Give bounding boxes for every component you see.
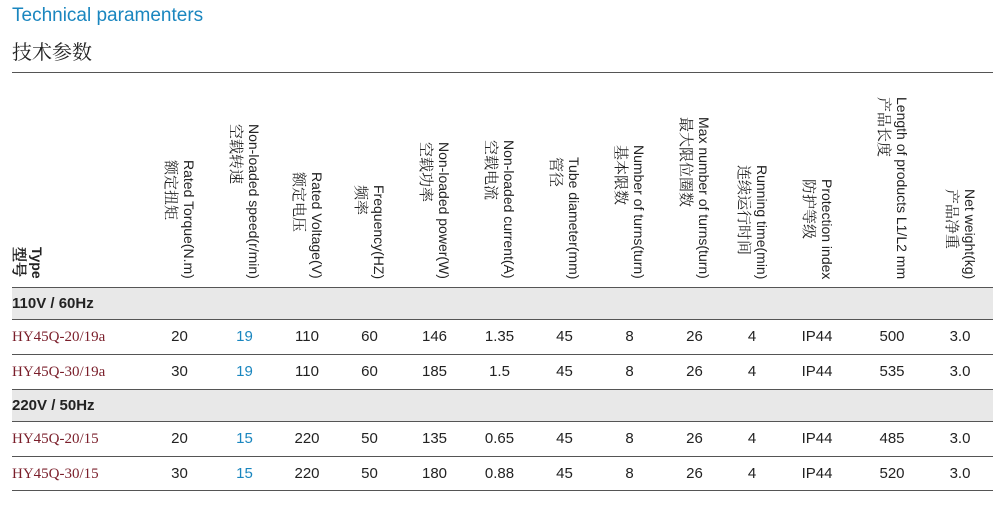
cell-frequency: 60: [361, 363, 378, 380]
header-label-en: Rated Voltage(V): [308, 172, 325, 279]
header-label-protection-index: [801, 179, 834, 279]
header-label-en: Non-loaded current(A): [501, 140, 517, 279]
cell-rated-torque: 30: [171, 465, 188, 482]
header-col-non-loaded-power: [402, 82, 467, 287]
title-chinese: 技术参数: [12, 40, 92, 64]
cell-tube-diameter: 45: [556, 465, 573, 482]
cell-net-weight: 3.0: [949, 465, 971, 482]
cell-running-time: 4: [747, 465, 757, 482]
cell-protection-index: IP44: [801, 363, 833, 380]
header-label-en: Net weight(kg): [961, 189, 978, 280]
header-label-rated-voltage: [291, 172, 324, 279]
header-col-protection-index: [777, 82, 857, 287]
cell-net-weight: 3.0: [949, 363, 971, 380]
header-label-en: Length of products L1/L2 mm: [893, 97, 910, 280]
header-label-zh: 最大限位圈数: [677, 117, 695, 208]
cell-frequency: 50: [361, 430, 378, 447]
table-row: [12, 421, 993, 456]
cell-non-loaded-speed: 15: [236, 465, 253, 482]
cell-non-loaded-power: 146: [421, 328, 448, 345]
cell-non-loaded-power: 135: [421, 430, 448, 447]
cell-number-of-turns: 8: [625, 363, 634, 380]
cell-max-number-of-turns: 26: [686, 430, 703, 447]
header-label-zh: 管径: [547, 157, 565, 188]
header-label-en: Type: [28, 247, 45, 279]
header-label-running-time: [736, 165, 769, 279]
cell-rated-voltage: 220: [294, 465, 320, 482]
header-label-en: Rated Torque(N.m): [181, 160, 197, 279]
header-label-zh: 连续运行时间: [734, 165, 753, 256]
header-label-zh: 防护等级: [799, 179, 818, 240]
title-english: Technical paramenters: [12, 5, 204, 26]
header-label-zh: 型号: [9, 247, 28, 278]
cell-type: HY45Q-30/19a: [12, 364, 106, 380]
header-col-net-weight: [927, 82, 993, 287]
table-body: [12, 287, 993, 491]
header-col-rated-voltage: [277, 82, 337, 287]
header-label-tube-diameter: [548, 157, 581, 279]
cell-rated-torque: 30: [171, 363, 188, 380]
cell-non-loaded-speed: 19: [236, 328, 253, 345]
header-label-en: Non-loaded power(W): [436, 142, 452, 279]
cell-rated-voltage: 110: [295, 363, 319, 380]
cell-running-time: 4: [747, 430, 757, 447]
header-col-tube-diameter: [532, 82, 597, 287]
header-label-en: Running time(min): [753, 165, 770, 280]
cell-tube-diameter: 45: [556, 363, 573, 380]
cell-non-loaded-current: 0.65: [484, 430, 515, 447]
header-label-en: Max number of turns(turn): [696, 117, 712, 279]
table-row: [12, 319, 993, 354]
cell-type: HY45Q-20/19a: [12, 329, 106, 345]
header-label-product-length: [876, 97, 909, 279]
header-label-zh: 空载功率: [417, 142, 435, 203]
cell-product-length: 535: [879, 363, 905, 380]
cell-number-of-turns: 8: [625, 430, 634, 447]
cell-type: HY45Q-30/15: [12, 466, 99, 482]
cell-type: HY45Q-20/15: [12, 431, 99, 447]
cell-number-of-turns: 8: [625, 328, 634, 345]
cell-non-loaded-current: 0.88: [484, 465, 515, 482]
header-label-zh: 额定扭矩: [162, 160, 180, 221]
header-label-zh: 产品净重: [942, 189, 961, 250]
cell-tube-diameter: 45: [556, 430, 573, 447]
header-label-zh: 产品长度: [874, 97, 893, 158]
header-col-type: [9, 82, 45, 287]
cell-rated-torque: 20: [171, 430, 188, 447]
cell-product-length: 520: [879, 465, 905, 482]
cell-frequency: 50: [361, 465, 378, 482]
cell-rated-voltage: 110: [295, 328, 319, 345]
header-col-frequency: [337, 82, 402, 287]
header-col-number-of-turns: [597, 82, 662, 287]
cell-frequency: 60: [361, 328, 378, 345]
cell-protection-index: IP44: [801, 328, 833, 345]
header-label-zh: 空载电流: [482, 140, 500, 201]
cell-non-loaded-power: 180: [421, 465, 448, 482]
header-label-non-loaded-power: [418, 142, 451, 279]
table-row: [12, 456, 993, 491]
cell-non-loaded-power: 185: [421, 363, 448, 380]
header-label-frequency: [353, 185, 386, 279]
cell-number-of-turns: 8: [625, 465, 634, 482]
cell-max-number-of-turns: 26: [686, 465, 703, 482]
title-divider: [12, 72, 993, 73]
header-label-type: [11, 247, 44, 279]
table-header: [9, 82, 993, 287]
cell-net-weight: 3.0: [949, 328, 971, 345]
cell-tube-diameter: 45: [556, 328, 573, 345]
header-label-en: Non-loaded speed(r/min): [246, 124, 262, 279]
header-label-en: Protection index: [818, 179, 835, 280]
cell-protection-index: IP44: [801, 430, 833, 447]
cell-running-time: 4: [747, 328, 757, 345]
header-label-en: Frequency(HZ): [371, 185, 387, 280]
header-label-en: Number of turns(turn): [631, 145, 647, 279]
header-col-rated-torque: [147, 82, 212, 287]
header-label-non-loaded-speed: [228, 124, 261, 279]
cell-product-length: 485: [879, 430, 905, 447]
header-label-en: Tube diameter(mm): [566, 157, 582, 280]
cell-max-number-of-turns: 26: [686, 328, 703, 345]
cell-non-loaded-speed: 15: [236, 430, 253, 447]
cell-net-weight: 3.0: [949, 430, 971, 447]
header-col-max-number-of-turns: [662, 82, 727, 287]
header-col-non-loaded-speed: [212, 82, 277, 287]
header-label-net-weight: [944, 189, 977, 279]
header-label-zh: 频率: [352, 185, 370, 216]
header-label-zh: 额定电压: [289, 172, 308, 233]
cell-product-length: 500: [879, 328, 905, 345]
header-label-number-of-turns: [613, 145, 646, 279]
header-label-rated-torque: [163, 160, 196, 279]
header-col-non-loaded-current: [467, 82, 532, 287]
header-label-non-loaded-current: [483, 140, 516, 279]
section-header: 110V / 60Hz: [12, 287, 993, 319]
cell-non-loaded-current: 1.5: [489, 363, 510, 380]
header-label-zh: 空载转速: [227, 124, 245, 185]
cell-max-number-of-turns: 26: [686, 363, 703, 380]
cell-non-loaded-current: 1.35: [484, 328, 515, 345]
cell-non-loaded-speed: 19: [236, 363, 253, 380]
header-col-product-length: [857, 82, 927, 287]
cell-rated-torque: 20: [171, 328, 188, 345]
table-row: [12, 354, 993, 389]
header-col-running-time: [727, 82, 777, 287]
cell-running-time: 4: [747, 363, 757, 380]
header-label-zh: 基本限数: [612, 145, 630, 206]
header-label-max-number-of-turns: [678, 117, 711, 279]
cell-protection-index: IP44: [801, 465, 833, 482]
spec-table: [9, 82, 993, 491]
section-header: 220V / 50Hz: [12, 389, 993, 421]
cell-rated-voltage: 220: [294, 430, 320, 447]
